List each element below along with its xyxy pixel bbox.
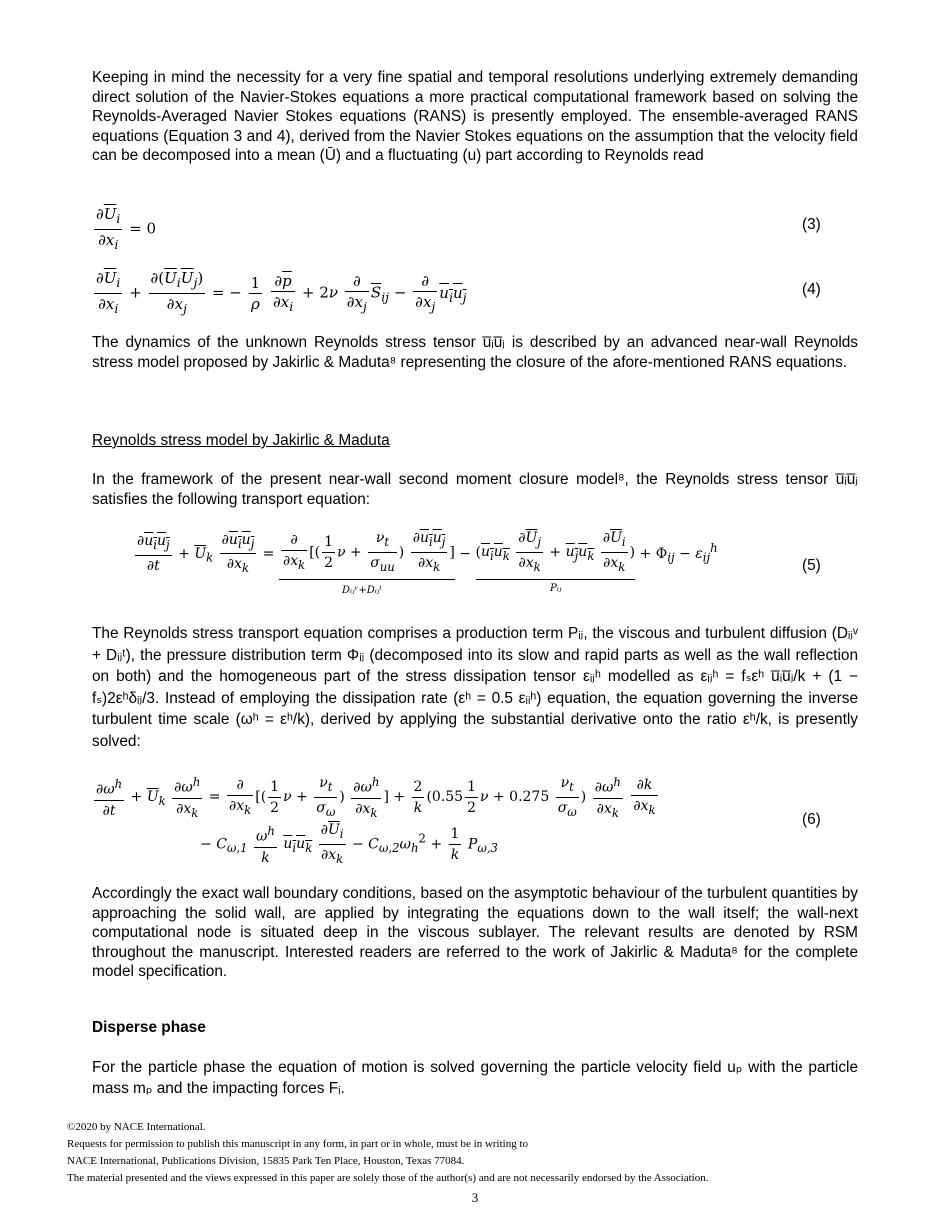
- framework-paragraph: In the framework of the present near-wall second moment closure model⁸, the Reynolds stress tensor u̅ᵢu̅ⱼ satisfies the following transport equation:: [92, 471, 858, 508]
- page-number: 3: [471, 1190, 479, 1205]
- equation-6-number: (6): [802, 811, 821, 828]
- equation-6-line-1: $\frac{\partial\omega^h}{\partial t}$ + $\overline{U}_k$ $\frac{\partial\omega^h}{\partial x_k}$ = $\frac{\partial}{\partial x_k}$ [( $\frac{1}{2}$ ν + $\frac{\nu_t}{\sigma_\omega}$ ) $\frac{\partial\omega^h}{\partial x_k}$ ] + $\frac{2}{k}$ (0.55 $\frac{1}{2}$ ν + 0.275 $\frac{\nu_t}{\sigma_\omega}$ ) $\frac{\partial\omega^h}{\partial x_k}$ $\frac{\partial k}{\partial x_k}$: [92, 772, 660, 822]
- footer-disclaimer: The material presented and the views expressed in this paper are solely those of the author(s) and are not necessarily endorsed by the Association.: [67, 1172, 709, 1184]
- equation-3: $\frac{\partial\overline{U}_i}{\partial x_i}$ = 0: [96, 205, 157, 252]
- footer-permission: Requests for permission to publish this manuscript in any form, in part or in whole, must be in writing to: [67, 1138, 529, 1150]
- equation-4: $\frac{\partial\overline{U}_i}{\partial x_i}$ + $\frac{\partial(\overline{U}_i\overline{U}_j)}{\partial x_j}$ = − $\frac{1}{\rho}$ $\frac{\partial\overline{p}}{\partial x_i}$ + 2ν $\frac{\partial}{\partial x_j}$ $\overline{S}_{ij}$ − $\frac{\partial}{\partial x_j}$ $u_iu_j$: [96, 269, 467, 316]
- transport-description-paragraph: The Reynolds stress transport equation comprises a production term Pᵢⱼ, the viscous and turbulent diffusion (Dᵢⱼᵛ + Dᵢⱼᵗ), the pressure distribution term Φᵢⱼ (decomposed into its slow and rapid parts as well as the wall reflection on both) and the homogeneous part of the stress dissipation tensor εᵢⱼʰ modelled as εᵢⱼʰ = fₛεʰ u̅ᵢu̅ⱼ/k + (1 − fₛ)2εʰδᵢⱼ/3. Instead of employing the dissipation rate (εʰ = 0.5 εᵢᵢʰ) equation, the equation governing the inverse turbulent time scale (ωʰ = εʰ/k), derived by applying the substantial derivative onto the ratio εʰ/k, is presently solved:: [92, 625, 858, 750]
- underbrace-label-diffusion: Dᵢⱼᵛ+Dᵢⱼᵗ: [342, 585, 382, 596]
- rsm-heading: Reynolds stress model by Jakirlic & Maduta: [92, 432, 390, 449]
- footer-copyright: ©2020 by NACE International.: [67, 1121, 206, 1133]
- footer-address: NACE International, Publications Division, 15835 Park Ten Place, Houston, Texas 77084.: [67, 1155, 465, 1167]
- intro-paragraph: Keeping in mind the necessity for a very fine spatial and temporal resolutions underlying extremely demanding direct solution of the Navier-Stokes equations a more practical computational framework based on solving the Reynolds-Averaged Navier Stokes equations (RANS) is presently employed. The ensemble-averaged RANS equations (Equation 3 and 4), derived from the Navier Stokes equations on the assumption that the velocity field can be decomposed into a mean (Ū) and a fluctuating (u) part according to Reynolds read: [92, 69, 858, 165]
- underbrace-label-production: Pᵢⱼ: [550, 583, 562, 594]
- disperse-phase-heading: Disperse phase: [92, 1019, 206, 1036]
- boundary-conditions-paragraph: Accordingly the exact wall boundary conditions, based on the asymptotic behaviour of the turbulent quantities by approaching the solid wall, are applied by integrating the equations down to the wall itself; the wall-next computational node is situated deep in the viscous sublayer. The relevant results are denoted by RSM throughout the manuscript. Interested readers are referred to the work of Jakirlic & Maduta⁸ for the complete model specification.: [92, 885, 858, 981]
- equation-3-number: (3): [802, 216, 821, 233]
- particle-phase-paragraph: For the particle phase the equation of motion is solved governing the particle velocity field uₚ with the particle mass mₚ and the impacting forces Fᵢ.: [92, 1059, 858, 1097]
- equation-5-number: (5): [802, 557, 821, 574]
- equation-6-line-2: − $C_{\omega,1}$ $\frac{\omega^h}{k}$ $u_iu_k$ $\frac{\partial\overline{U}_i}{\partial x_k}$ − $C_{\omega,2}\omega_h^2$ + $\frac{1}{k}$ $P_{\omega,3}$: [200, 822, 498, 866]
- reynolds-stress-paragraph: The dynamics of the unknown Reynolds stress tensor u̅ᵢu̅ⱼ is described by an advanced near-wall Reynolds stress model proposed by Jakirlic & Maduta⁸ representing the closure of the afore-mentioned RANS equations.: [92, 334, 858, 371]
- equation-5: $\frac{\partial u_iu_j}{\partial t}$ + $\overline{U}_k$ $\frac{\partial u_iu_j}{\partial x_k}$ = $\frac{\partial}{\partial x_k}$ [( $\frac{1}{2}$ ν + $\frac{\nu_t}{\sigma_{uu}}$ ) $\frac{\partial u_iu_j}{\partial x_k}$ ] − ($u_iu_k$ $\frac{\partial\overline{U}_j}{\partial x_k}$ + $u_ju_k$ $\frac{\partial\overline{U}_i}{\partial x_k}$ ) + $\Phi_{ij} - \varepsilon_{ij}^h$: [133, 528, 718, 580]
- equation-4-number: (4): [802, 281, 821, 298]
